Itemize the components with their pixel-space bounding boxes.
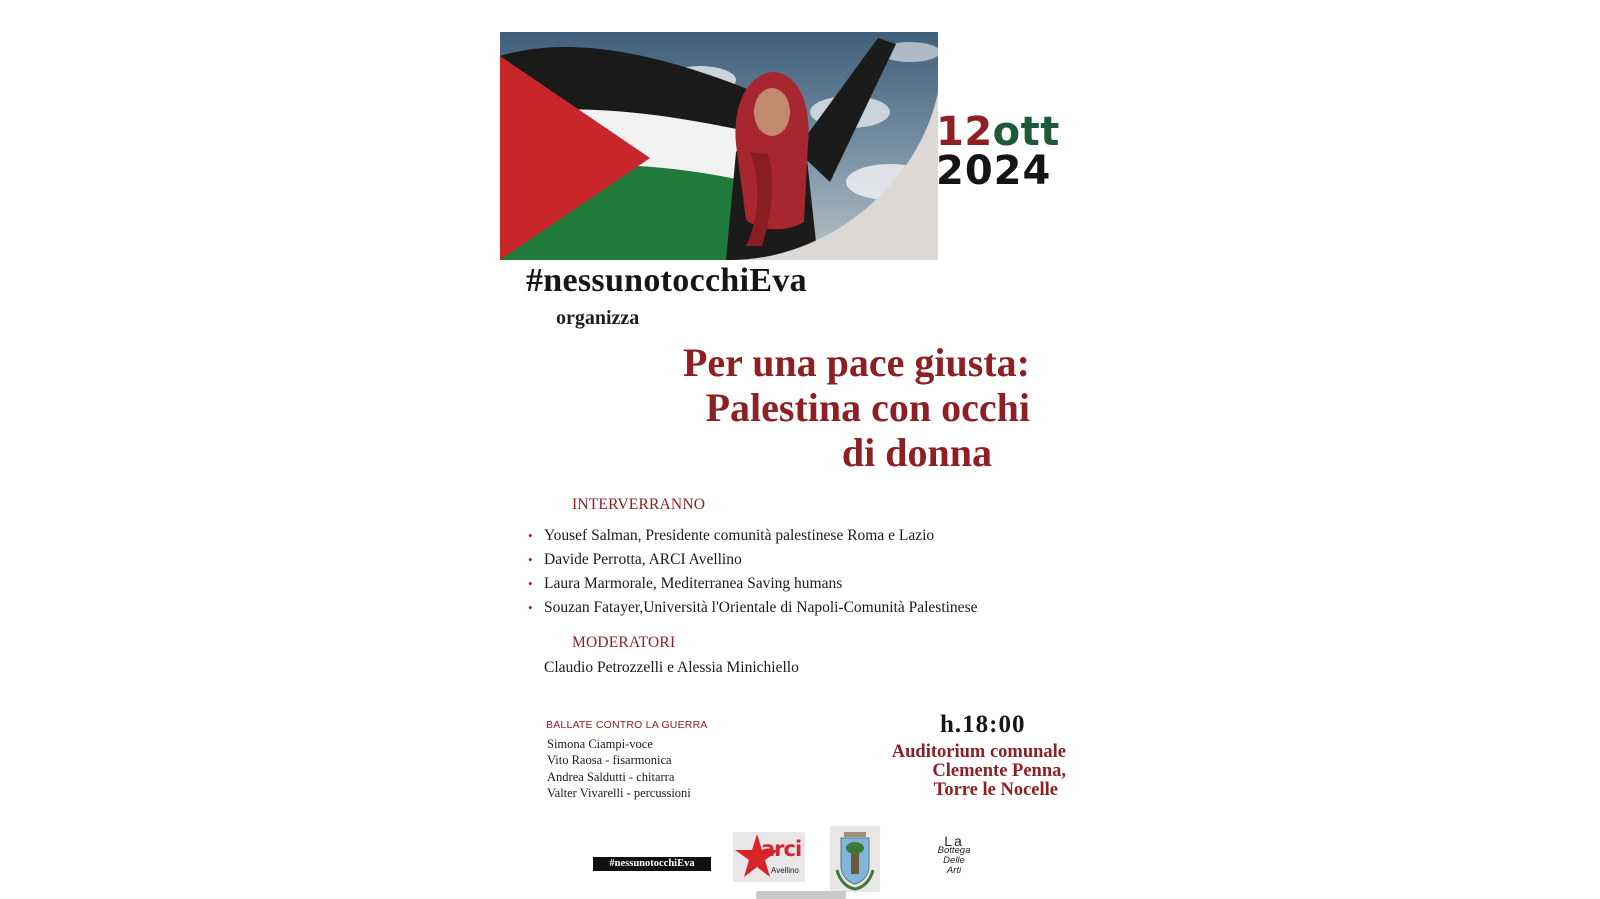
hero-photo — [500, 32, 938, 260]
bottega-delle-arti-logo: La Bottega Delle Arti — [937, 833, 971, 876]
speakers-heading: INTERVERRANNO — [572, 496, 706, 513]
musician-item: Valter Vivarelli - percussioni — [547, 785, 691, 800]
venue-line-3: Torre le Nocelle — [933, 780, 1058, 800]
speaker-item: • Davide Perrotta, ARCI Avellino — [528, 548, 977, 572]
arci-logo: arci Avellino — [733, 832, 805, 882]
event-date — [936, 109, 1086, 194]
musicians-list — [547, 736, 691, 801]
speaker-item: • Yousef Salman, Presidente comunità palestinese Roma e Lazio — [528, 524, 977, 548]
musician-item: Vito Raosa - fisarmonica — [547, 753, 672, 768]
venue-line-1: Auditorium comunale — [891, 742, 1066, 762]
woman-with-flag-image — [500, 32, 938, 260]
speakers-list — [528, 524, 977, 620]
date-month: ott — [992, 109, 1060, 155]
venue-line-2: Clemente Penna, — [932, 761, 1066, 781]
moderators-names: Claudio Petrozzelli e Alessia Minichiello — [544, 659, 799, 676]
hashtag-logo: #nessunotocchiEva — [593, 857, 711, 871]
title-line-1: Per una pace giusta: — [682, 340, 1030, 385]
title-line-2: Palestina con occhi — [705, 385, 1030, 430]
musician-item: Simona Ciampi-voce — [547, 737, 653, 751]
municipal-crest-logo — [830, 826, 880, 892]
speaker-item: • Laura Marmorale, Mediterranea Saving humans — [528, 572, 977, 596]
organizer-verb: organizza — [556, 307, 640, 329]
organizer-hashtag: #nessunotocchiEva — [526, 262, 807, 299]
speaker-item: • Souzan Fatayer,Università l'Orientale di Napoli-Comunità Palestinese — [528, 596, 977, 620]
event-venue — [850, 743, 1066, 800]
musician-item: Andrea Saldutti - chitarra — [547, 769, 675, 784]
moderators-heading: MODERATORI — [572, 634, 676, 651]
crest-icon — [830, 826, 880, 892]
date-day: 12 — [936, 109, 993, 155]
title-line-3: di donna — [841, 430, 992, 475]
music-heading: BALLATE CONTRO LA GUERRA — [546, 719, 708, 731]
date-year: 2024 — [936, 148, 1052, 194]
bottom-bar — [756, 891, 846, 899]
event-time: h.18:00 — [940, 711, 1026, 738]
event-title — [560, 340, 1030, 475]
